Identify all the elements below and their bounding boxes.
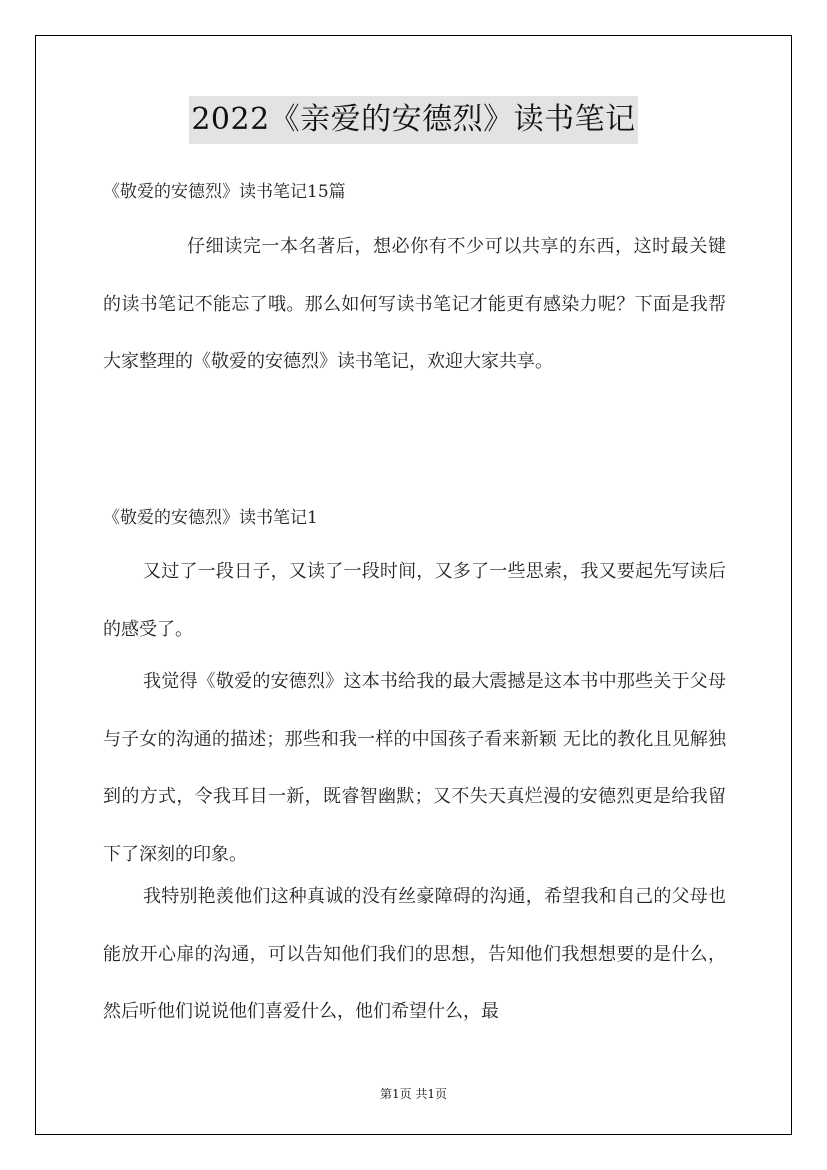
intro-paragraph: 仔细读完一本名著后，想必你有不少可以共享的东西，这时最关键的读书笔记不能忘了哦。那么如何写读书笔记才能更有感染力呢？下面是我帮大家整理的《敬爱的安德烈》读书笔记，欢迎大家共享。	[103, 236, 726, 372]
section-heading: 《敬爱的安德烈》读书笔记1	[103, 508, 318, 528]
page-footer: 第1页 共1页	[379, 1087, 448, 1101]
title-wrapper	[0, 96, 827, 144]
document-subtitle: 《敬爱的安德烈》读书笔记15篇	[103, 182, 346, 202]
body-paragraph-3: 我特别艳羡他们这种真诚的没有丝豪障碍的沟通，希望我和自己的父母也能放开心扉的沟通，可以告知他们我们的思想，告知他们我想想要的是什么，然后听他们说说他们喜爱什么，他们希望什么，最	[103, 886, 726, 1022]
body-paragraph-1: 又过了一段日子，又读了一段时间，又多了一些思索，我又要起先写读后的感受了。	[103, 561, 726, 640]
body-paragraph-2: 我觉得《敬爱的安德烈》这本书给我的最大震撼是这本书中那些关于父母与子女的沟通的描述；那些和我一样的中国孩子看来新颖 无比的教化且见解独到的方式，令我耳目一新，既睿智幽默；又不失天真烂漫的安德烈更是给我留下了深刻的印象。	[103, 671, 726, 865]
document-title: 2022《亲爱的安德烈》读书笔记	[189, 96, 637, 144]
